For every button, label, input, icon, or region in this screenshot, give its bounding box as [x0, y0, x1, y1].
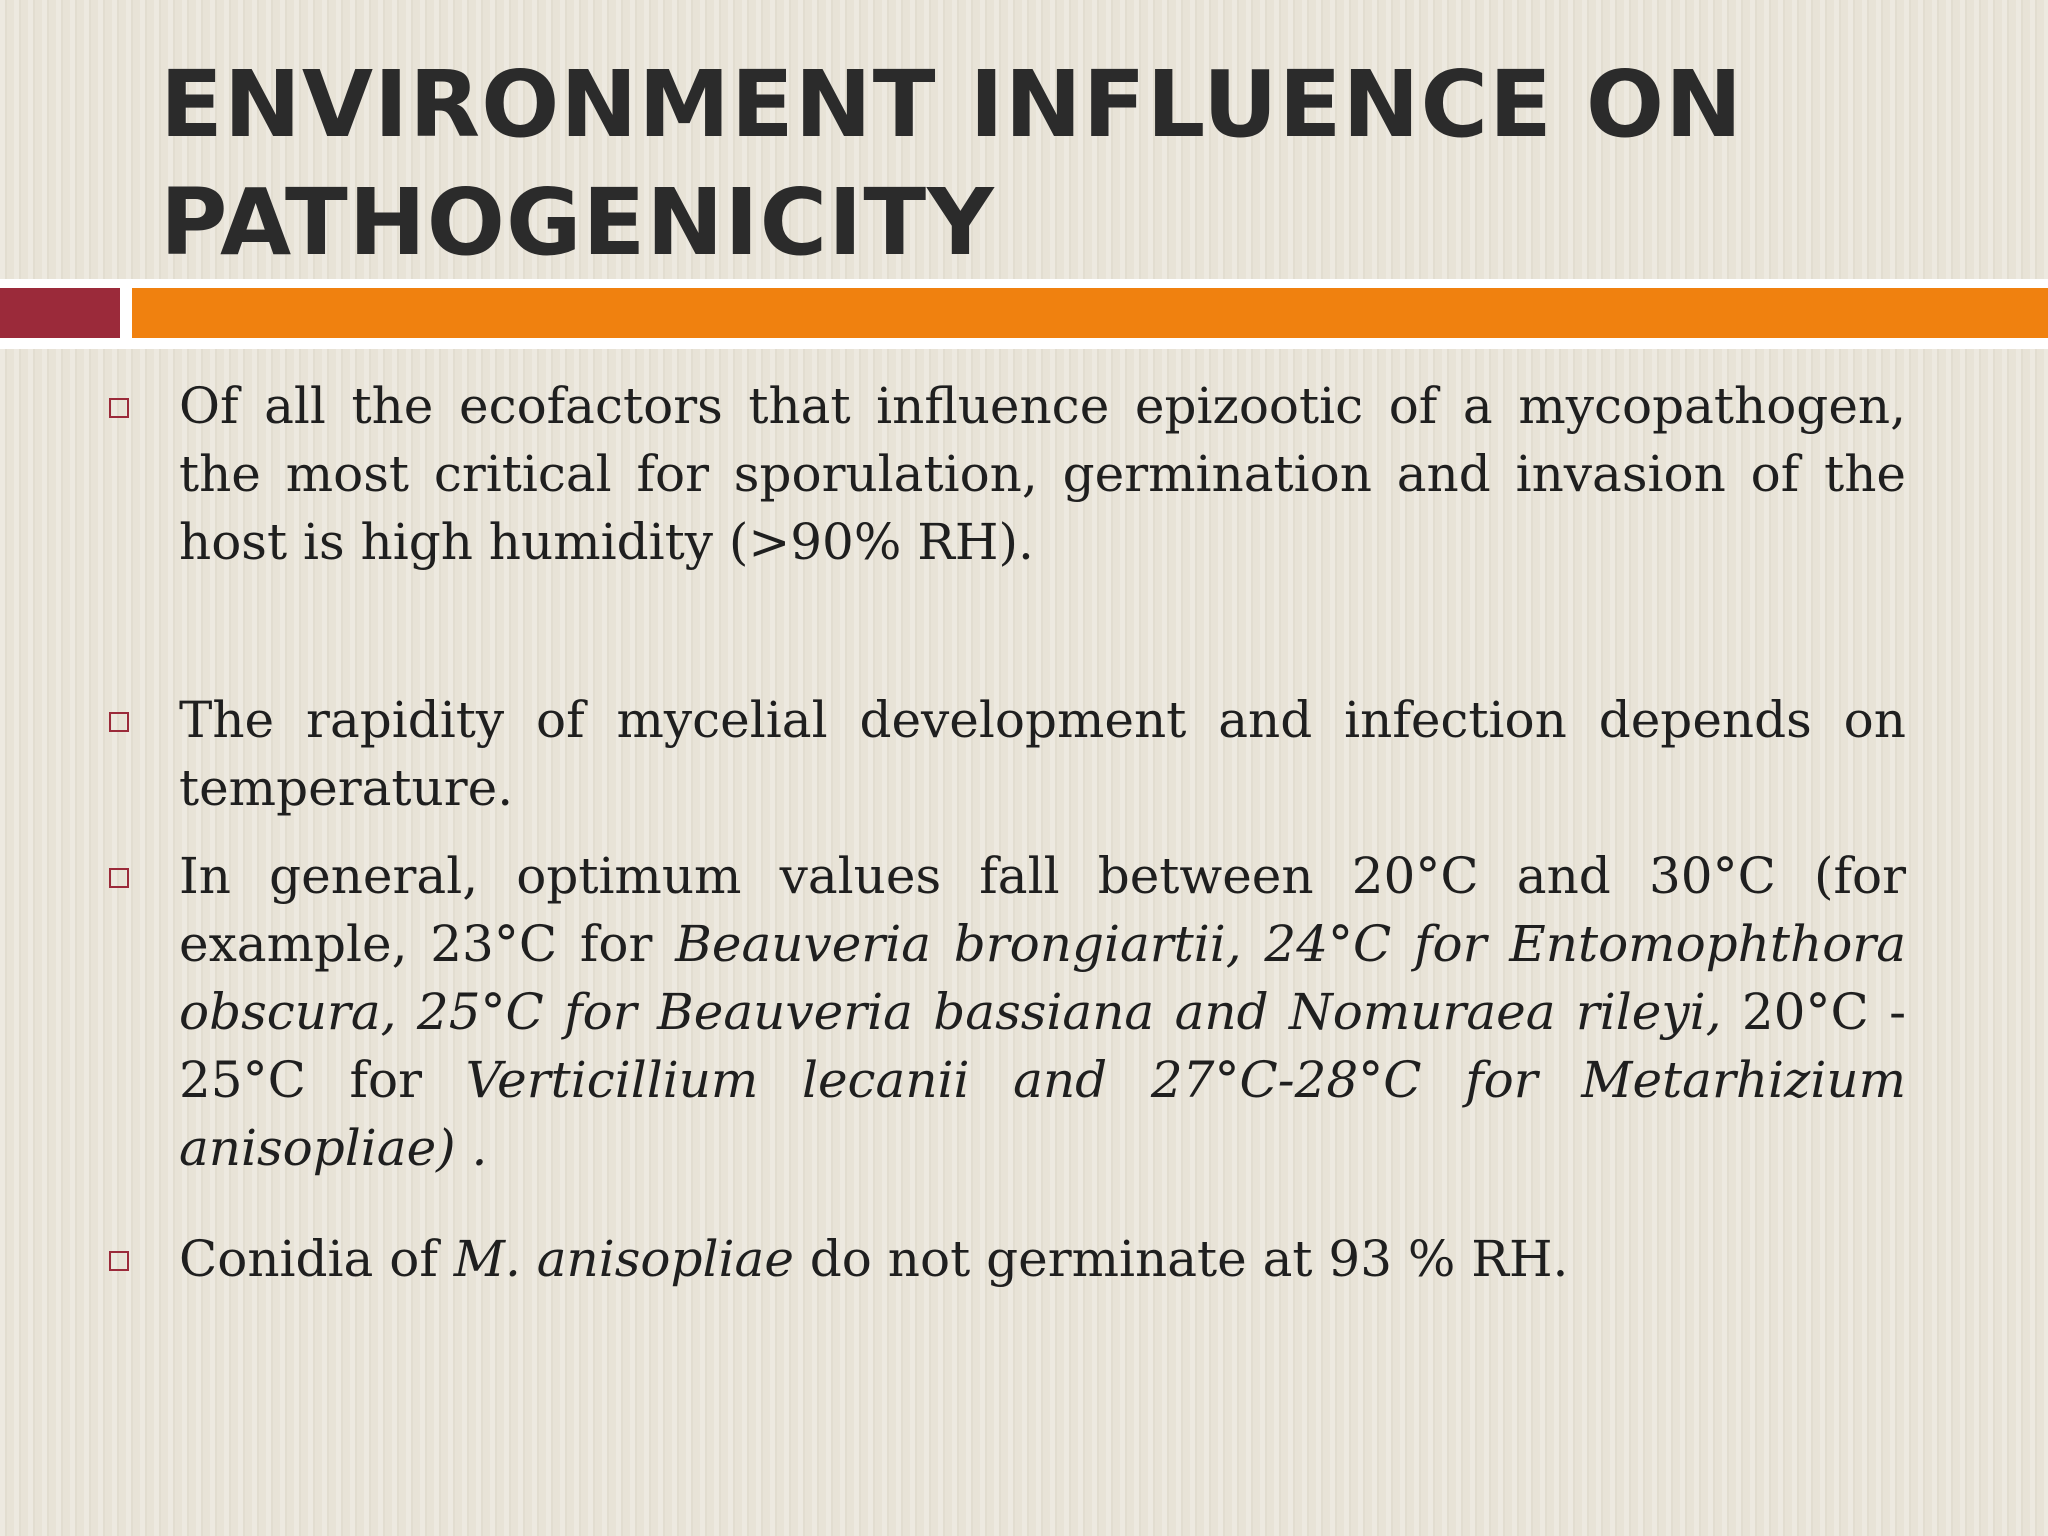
text-run: 20°C - 25°C for [179, 983, 1906, 1109]
accent-bar-orange [132, 288, 2048, 338]
italic-text-run: M. anisopliae [453, 1230, 794, 1288]
bullet-text-3 [179, 842, 1906, 1182]
text-run: do not germinate at 93 % RH. [793, 1230, 1569, 1288]
square-bullet-icon [109, 868, 129, 888]
accent-bar-red [0, 288, 120, 338]
square-bullet-icon [109, 1251, 129, 1271]
italic-text-run: Beauveria brongiartii, 24°C for Entomophthora obscura, 25°C for Beauveria bassiana and Nomuraea rileyi, [179, 915, 1907, 1041]
bullet-text-4 [179, 1225, 1906, 1293]
text-run: Conidia of [179, 1230, 454, 1288]
slide-title [160, 46, 1980, 282]
italic-text-run: Verticillium lecanii and 27°C-28°C for Metarhizium anisopliae) . [179, 1051, 1906, 1177]
square-bullet-icon [109, 398, 129, 418]
title-line-1: ENVIRONMENT INFLUENCE ON [160, 51, 1744, 158]
text-run: The rapidity of mycelial development and infection depends on temperature. [179, 691, 1906, 817]
bullet-text-1 [179, 372, 1906, 576]
text-run: In general, optimum values fall between 20°C and 30°C (for example, 23°C for [179, 847, 1906, 973]
bullet-text-2 [179, 686, 1906, 822]
title-line-2: PATHOGENICITY [160, 169, 995, 276]
text-run: Of all the ecofactors that influence epizootic of a mycopathogen, the most critical for sporulation, germination and invasion of the host is high humidity (>90% RH). [179, 377, 1906, 571]
square-bullet-icon [109, 712, 129, 732]
